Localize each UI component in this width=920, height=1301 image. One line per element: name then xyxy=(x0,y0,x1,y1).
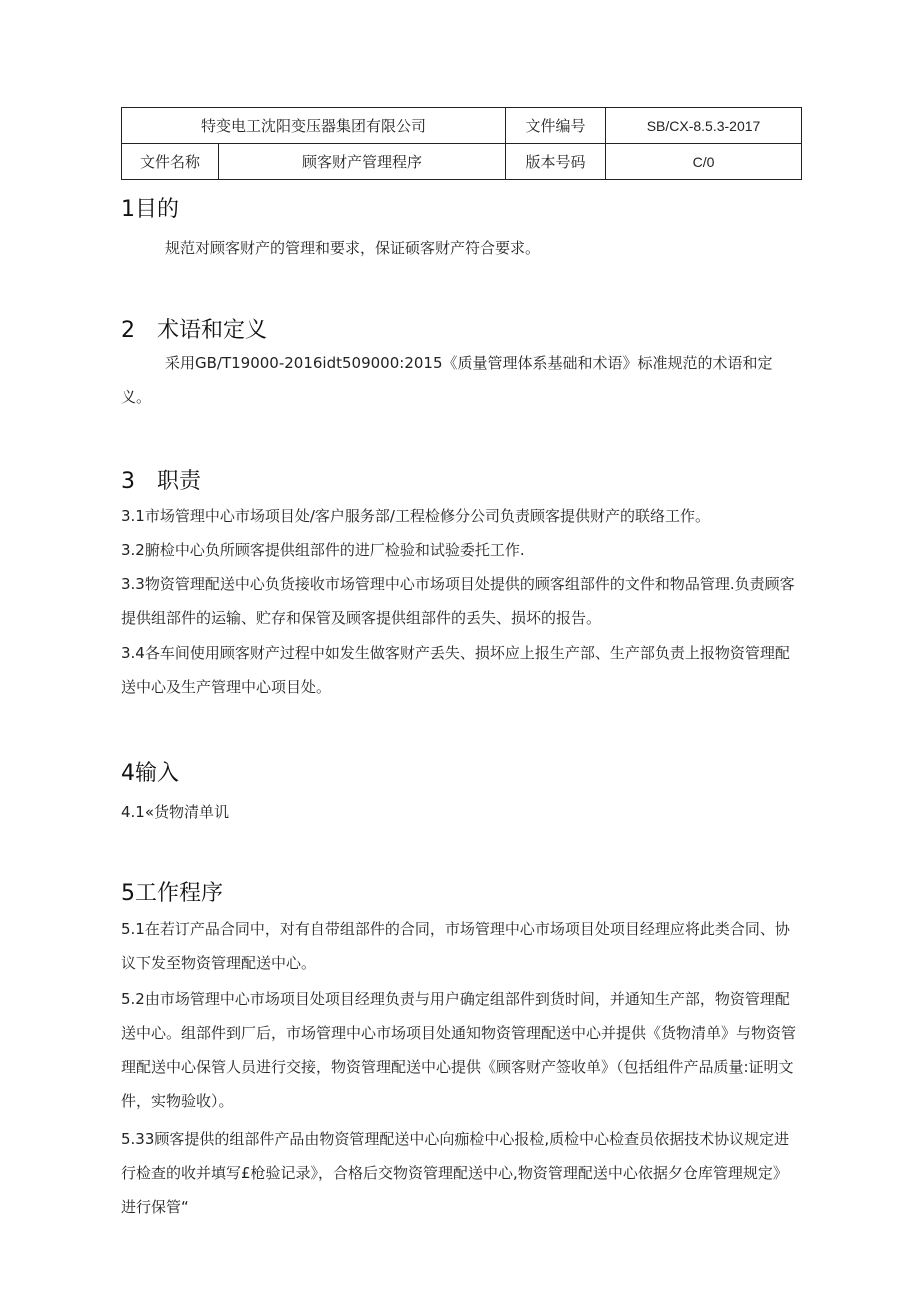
section-5-item-2-text: 由市场管理中心市场项目处项目经理负责与用户确定组部件到货时间，并通知生产部，物资管理配送中心。组部件到厂后，市场管理中心市场项目处通知物资管理配送中心并提供《货物清单》与物资管理配送中心保管人员进行交接，物资管理配送中心提供《顾客财产签收单》（包括组件产品质量:证明文件，实物验收）。 xyxy=(121,990,797,1110)
section-3-number: 3 xyxy=(121,469,135,494)
doc-number: SB/CX-8.5.3-2017 xyxy=(606,108,802,144)
section-1-heading: 1目的 xyxy=(121,197,179,222)
section-5-item-1-number: 5.1 xyxy=(121,920,145,938)
version-label: 版本号码 xyxy=(506,144,606,180)
section-5-heading: 5工作程序 xyxy=(121,881,223,906)
section-3-item-1: 3.1市场管理中心市场项目处/客户服务部/工程检修分公司负责顾客提供财产的联络工作。 xyxy=(121,507,710,525)
header-row-company xyxy=(122,108,802,144)
doc-number-label: 文件编号 xyxy=(506,108,606,144)
section-5-item-2-number: 5.2 xyxy=(121,990,145,1008)
section-3-item-4: 3.4各车间使用顾客财产过程中如发生做客财产丢失、损坏应上报生产部、生产部负责上报物资管理配送中心及生产管理中心项目处。 xyxy=(121,644,790,696)
section-2-number: 2 xyxy=(121,318,135,343)
doc-name-label: 文件名称 xyxy=(122,144,219,180)
section-3-item-2: 3.2腑检中心负所顾客提供组部件的进厂检验和试验委托工作. xyxy=(121,541,525,559)
version-value: C/0 xyxy=(606,144,802,180)
section-5-item-2 xyxy=(121,982,801,1118)
section-5-item-3 xyxy=(121,1122,801,1224)
section-4-item-1: 4.1«货物清单讥 xyxy=(121,803,230,821)
section-2-text: 采用GB/T19000-2016idt509000:2015《质量管理体系基础和术语》标准规范的术语和定义。 xyxy=(121,354,773,406)
section-2-title: 术语和定义 xyxy=(157,318,268,343)
section-3-heading xyxy=(121,464,201,495)
doc-name: 顾客财产管理程序 xyxy=(219,144,506,180)
section-2-heading xyxy=(121,313,267,344)
header-row-docname xyxy=(122,144,802,180)
section-5-item-1 xyxy=(121,912,801,980)
section-3-title: 职责 xyxy=(157,469,202,494)
section-1-text: 规范对顾客财产的管理和要求，保证硕客财产符合要求。 xyxy=(165,239,541,257)
document-header-table xyxy=(121,107,802,180)
section-3-item-3: 3.3物资管理配送中心负货接收市场管理中心市场项目处提供的顾客组部件的文件和物品管理.负责顾客提供组部件的运输、贮存和保管及顾客提供组部件的丢失、损坏的报告。 xyxy=(121,575,795,627)
company-name: 特变电工沈阳变压器集团有限公司 xyxy=(122,108,506,144)
section-5-item-3-text: 3顾客提供的组部件产品由物资管理配送中心向痂检中心报检,质检中心检查员依据技术协议规定进行检查的收并填写£枪验记录》，合格后交物资管理配送中心,物资管理配送中心依据夕仓库管理规定》进行保管“ xyxy=(121,1130,790,1216)
section-5-item-1-text: 在若订产品合同中，对有自带组部件的合同，市场管理中心市场项目处项目经理应将此类合同、协议下发至物资管理配送中心。 xyxy=(121,920,790,972)
section-4-heading: 4输入 xyxy=(121,761,179,786)
section-5-item-3-number: 5.3 xyxy=(121,1130,145,1148)
